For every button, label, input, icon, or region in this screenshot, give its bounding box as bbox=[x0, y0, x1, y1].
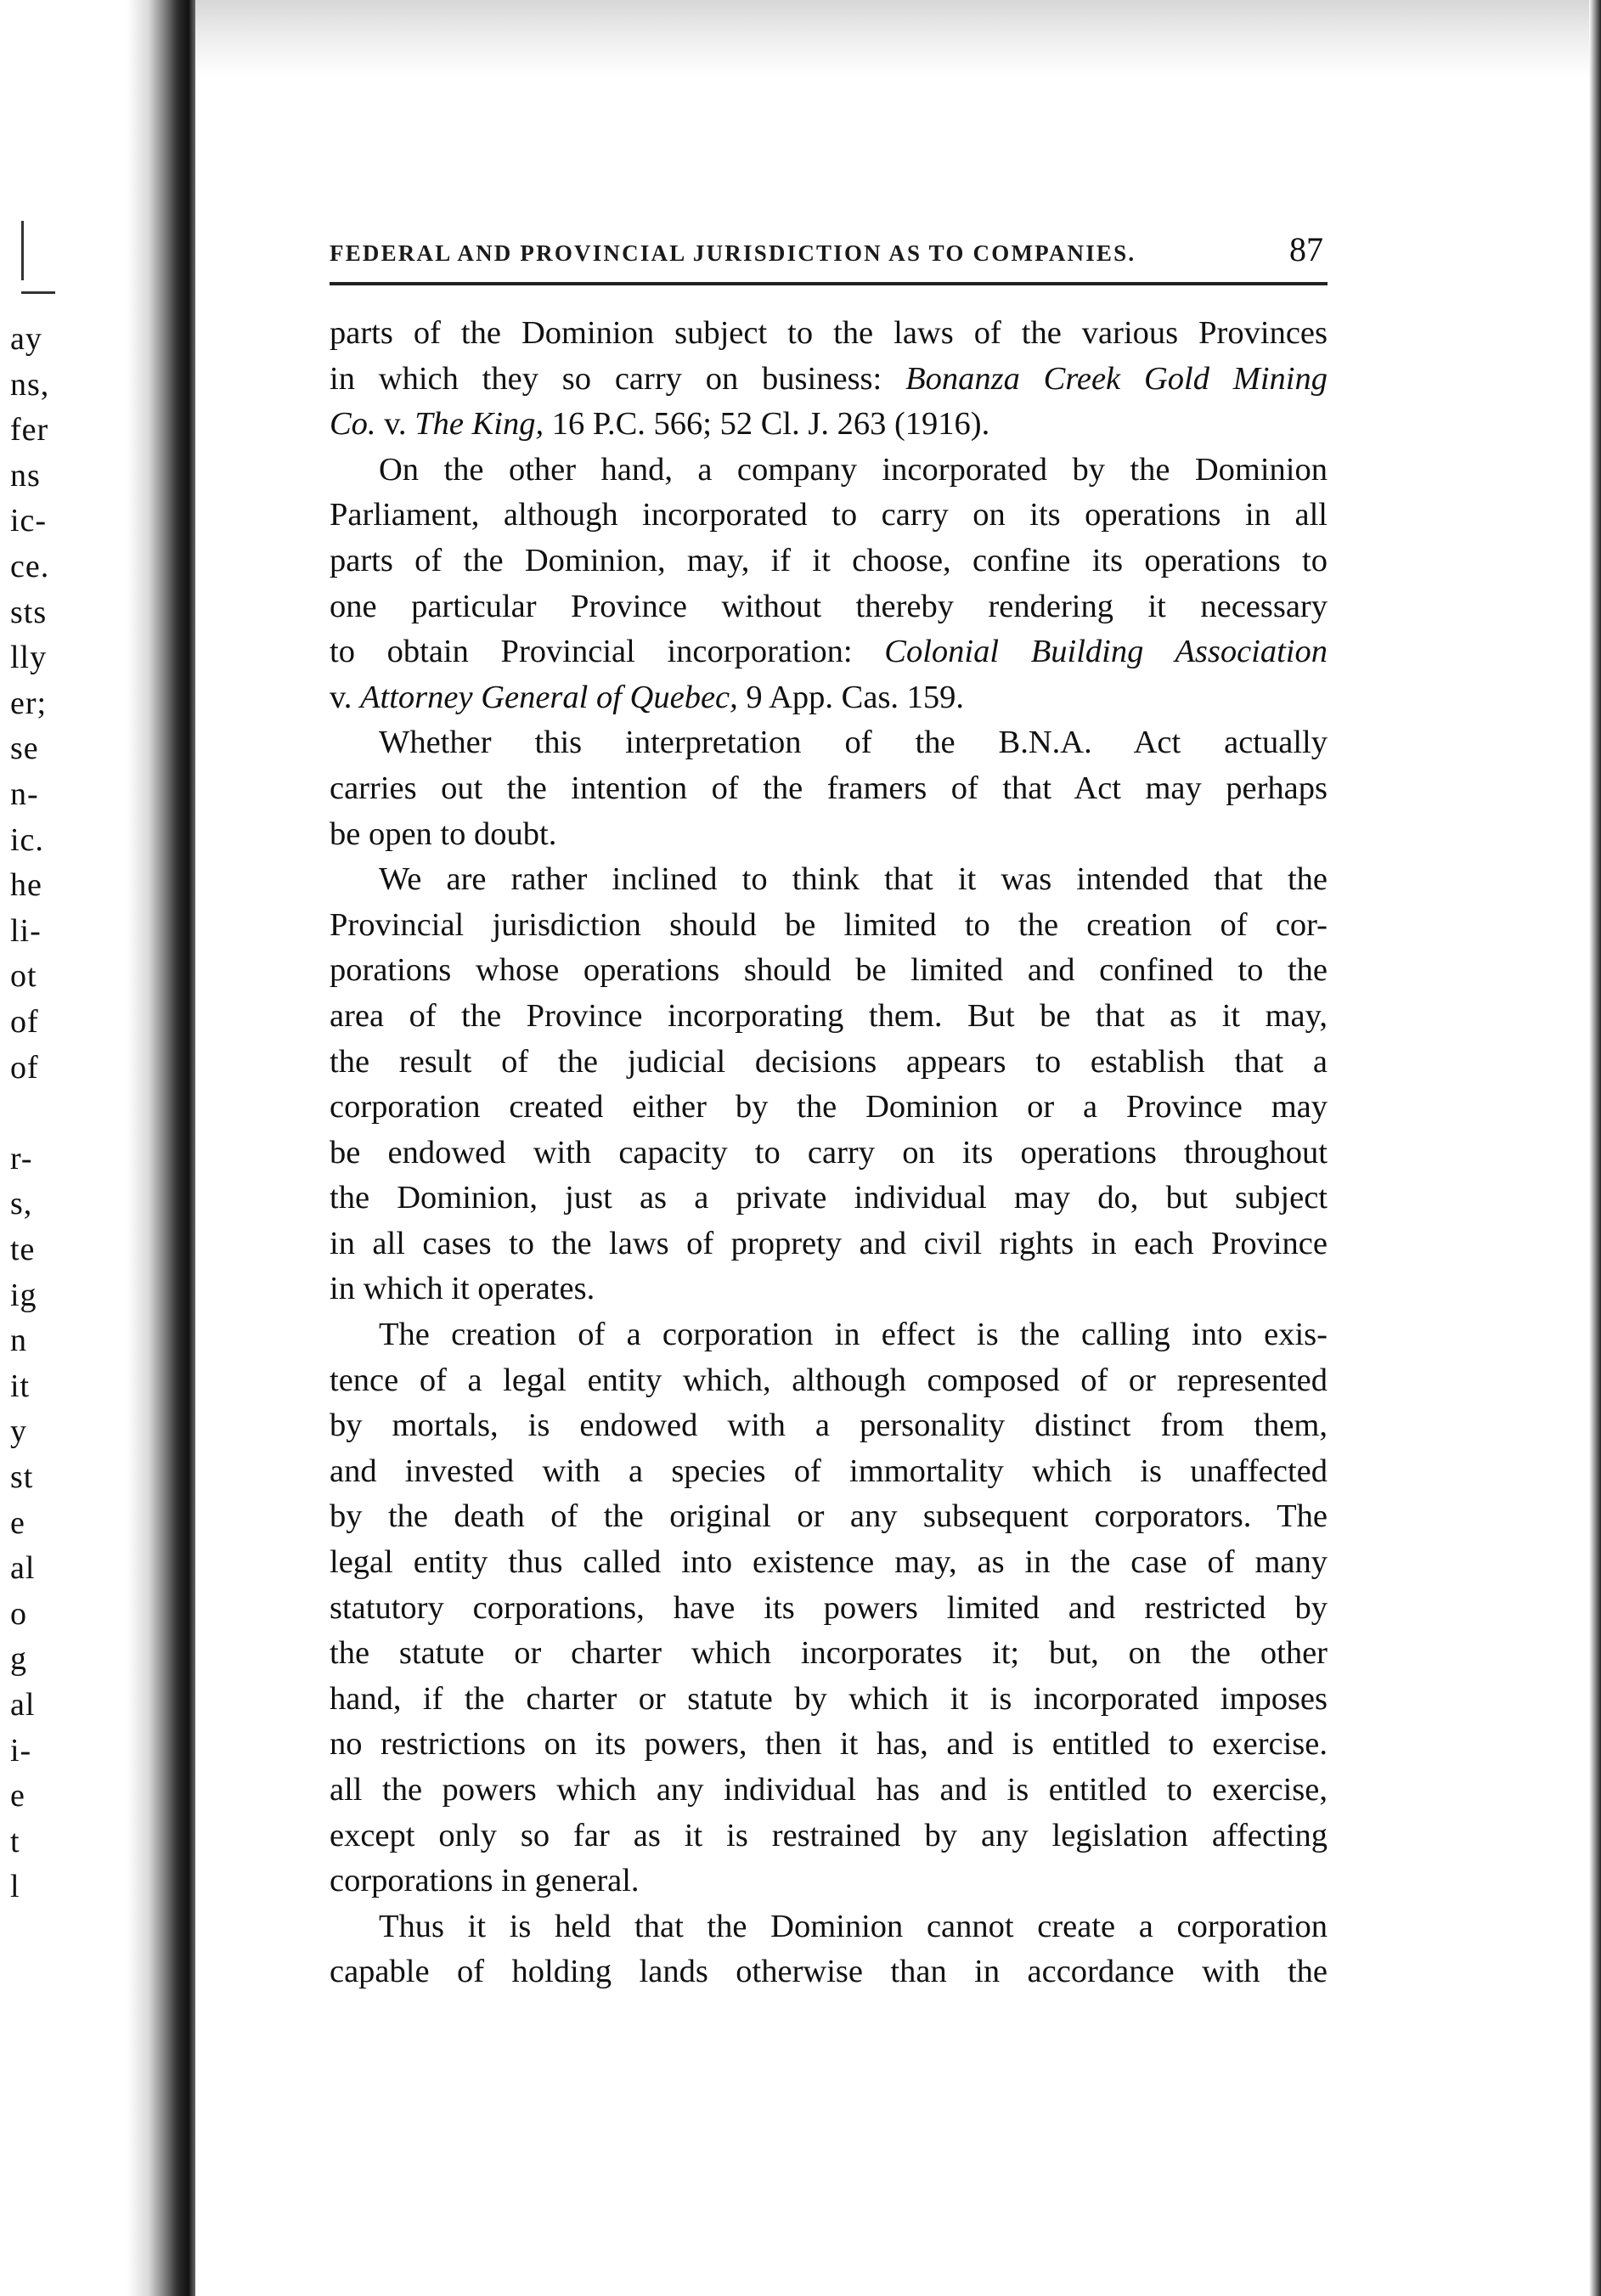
facing-page-rule bbox=[21, 291, 55, 294]
text-line bbox=[330, 448, 1328, 494]
text-line bbox=[330, 1494, 1328, 1540]
text-run: On the other hand, a company incorporated by the Dominion bbox=[379, 451, 1328, 488]
bleed-fragment: i- bbox=[10, 1732, 32, 1769]
text-run: by the death of the original or any subsequent corporators. The bbox=[330, 1498, 1328, 1535]
text-run: v. bbox=[330, 679, 360, 715]
text-line bbox=[330, 1312, 1328, 1358]
paragraph bbox=[330, 1312, 1328, 1904]
text-line bbox=[330, 1540, 1328, 1586]
text-run: Parliament, although incorporated to carry on its operations in all bbox=[330, 497, 1328, 533]
scan-shadow-top bbox=[195, 0, 1601, 76]
bleed-fragment: ic. bbox=[10, 821, 44, 858]
paragraph bbox=[330, 311, 1328, 448]
text-line bbox=[330, 1722, 1328, 1768]
text-run: be endowed with capacity to carry on its operations throughout bbox=[330, 1134, 1328, 1171]
text-line bbox=[330, 1085, 1328, 1131]
text-run: be open to doubt. bbox=[330, 815, 557, 852]
text-line bbox=[330, 1449, 1328, 1495]
bleed-fragment: te bbox=[10, 1232, 36, 1267]
header-rule bbox=[330, 282, 1328, 285]
text-line bbox=[330, 675, 1328, 721]
paragraph bbox=[330, 857, 1328, 1312]
text-run: to obtain Provincial incorporation: bbox=[330, 634, 885, 670]
text-line bbox=[330, 1949, 1328, 1995]
text-run: except only so far as it is restrained by any legislation affecting bbox=[330, 1817, 1328, 1853]
text-line bbox=[330, 812, 1328, 858]
paragraph bbox=[330, 448, 1328, 721]
text-run: hand, if the charter or statute by which it is incorporated imposes bbox=[330, 1680, 1328, 1717]
bleed-fragment: o bbox=[10, 1595, 27, 1632]
text-run: the result of the judicial decisions appears to establish that a bbox=[330, 1043, 1328, 1080]
text-run: legal entity thus called into existence may, as in the case of many bbox=[330, 1544, 1328, 1581]
running-head: FEDERAL AND PROVINCIAL JURISDICTION AS TO COMPANIES. bbox=[330, 240, 1136, 266]
text-run: in which it operates. bbox=[330, 1271, 595, 1307]
bleed-fragment: s, bbox=[10, 1186, 33, 1222]
text-run: the statute or charter which incorporates it; but, on the other bbox=[330, 1635, 1328, 1672]
bleed-fragment: al bbox=[10, 1687, 36, 1723]
bleed-fragment: li- bbox=[10, 912, 42, 949]
text-line bbox=[330, 857, 1328, 903]
text-line bbox=[330, 1859, 1328, 1904]
text-line bbox=[330, 629, 1328, 675]
text-line bbox=[330, 1403, 1328, 1449]
bleed-fragment: ay bbox=[10, 321, 42, 357]
italic-citation: Bonanza Creek Gold Mining bbox=[905, 360, 1328, 397]
italic-citation: Co. bbox=[330, 406, 376, 443]
bleed-fragment: e bbox=[10, 1778, 25, 1814]
text-line bbox=[330, 903, 1328, 949]
page-header bbox=[330, 229, 1332, 279]
text-run: corporations in general. bbox=[330, 1863, 640, 1899]
text-line bbox=[330, 1631, 1328, 1677]
text-line bbox=[330, 1221, 1328, 1267]
text-line bbox=[330, 311, 1328, 357]
bleed-fragment: n- bbox=[10, 776, 39, 812]
text-line bbox=[330, 1768, 1328, 1814]
italic-citation: The King, bbox=[414, 406, 544, 443]
facing-page-rule-vertical bbox=[21, 221, 24, 280]
text-line bbox=[330, 357, 1328, 403]
bleed-fragment: l bbox=[10, 1869, 20, 1905]
text-line bbox=[330, 1586, 1328, 1632]
bleed-fragment: ic- bbox=[10, 503, 48, 539]
bleed-fragment: ot bbox=[10, 958, 37, 995]
text-line bbox=[330, 1358, 1328, 1404]
bleed-fragment: er; bbox=[10, 685, 48, 721]
text-run: Provincial jurisdiction should be limited to the creation of cor- bbox=[330, 906, 1328, 943]
bleed-fragment: e bbox=[10, 1504, 25, 1541]
text-run: by mortals, is endowed with a personality distinct from them, bbox=[330, 1407, 1328, 1444]
text-line bbox=[330, 1131, 1328, 1176]
text-run: and invested with a species of immortality which is unaffected bbox=[330, 1453, 1328, 1489]
text-run: Thus it is held that the Dominion cannot create a corporation bbox=[379, 1908, 1328, 1944]
paragraph bbox=[330, 720, 1328, 857]
text-run: area of the Province incorporating them. But be that as it may, bbox=[330, 997, 1328, 1034]
bleed-fragment: lly bbox=[10, 640, 48, 676]
text-run: one particular Province without thereby rendering it necessary bbox=[330, 588, 1328, 624]
bleed-fragment: st bbox=[10, 1459, 34, 1495]
italic-citation: Attorney General of Quebec, bbox=[360, 679, 738, 715]
bleed-fragment: of bbox=[10, 1049, 39, 1086]
text-run: We are rather inclined to think that it was intended that the bbox=[379, 861, 1328, 898]
paragraph bbox=[330, 1904, 1328, 1995]
text-run: v. bbox=[375, 406, 415, 443]
scan-shadow-right bbox=[1589, 0, 1601, 2296]
bleed-fragment: he bbox=[10, 867, 42, 904]
text-run: Whether this interpretation of the B.N.A. Act actually bbox=[379, 725, 1328, 761]
bleed-fragment: r- bbox=[10, 1140, 33, 1176]
text-run: no restrictions on its powers, then it has, and is entitled to exercise. bbox=[330, 1726, 1328, 1763]
bleed-fragment: sts bbox=[10, 594, 48, 630]
text-line bbox=[330, 493, 1328, 539]
text-run: porations whose operations should be limited and confined to the bbox=[330, 952, 1328, 989]
text-line bbox=[330, 1904, 1328, 1950]
text-run: in all cases to the laws of proprety and civil rights in each Province bbox=[330, 1225, 1328, 1261]
body-text bbox=[330, 311, 1328, 1995]
facing-page-bleed bbox=[0, 323, 127, 1937]
text-line bbox=[330, 766, 1328, 812]
text-line bbox=[330, 402, 1328, 448]
text-line bbox=[330, 1814, 1328, 1859]
page-number: 87 bbox=[1289, 230, 1323, 268]
bleed-fragment: ce. bbox=[10, 549, 50, 584]
bleed-fragment: ns, bbox=[10, 366, 50, 403]
text-line bbox=[330, 539, 1328, 584]
book-page bbox=[330, 229, 1332, 1995]
text-line bbox=[330, 584, 1328, 630]
bleed-fragment: se bbox=[10, 731, 39, 767]
bleed-fragment: ns bbox=[10, 457, 41, 494]
bleed-fragment: t bbox=[10, 1823, 20, 1859]
text-line bbox=[330, 1677, 1328, 1723]
bleed-fragment: ig bbox=[10, 1277, 37, 1313]
bleed-fragment: g bbox=[10, 1641, 27, 1678]
text-run: all the powers which any individual has and is entitled to exercise, bbox=[330, 1772, 1328, 1808]
text-run: the Dominion, just as a private individual may do, but subject bbox=[330, 1180, 1328, 1216]
bleed-fragment: al bbox=[10, 1550, 36, 1587]
bleed-fragment: n bbox=[10, 1323, 27, 1359]
text-run: in which they so carry on business: bbox=[330, 360, 906, 397]
text-run: capable of holding lands otherwise than in accordance with the bbox=[330, 1954, 1328, 1990]
text-line bbox=[330, 1266, 1328, 1312]
bleed-fragment: y bbox=[10, 1413, 27, 1450]
italic-citation: Colonial Building Association bbox=[884, 634, 1328, 670]
text-run: tence of a legal entity which, although composed of or represented bbox=[330, 1362, 1328, 1398]
text-run: The creation of a corporation in effect is the calling into exis- bbox=[379, 1317, 1328, 1353]
text-run: parts of the Dominion, may, if it choose, confine its operations to bbox=[330, 542, 1328, 578]
text-run: parts of the Dominion subject to the laws of the various Provinces bbox=[330, 315, 1328, 351]
text-run: statutory corporations, have its powers limited and restricted by bbox=[330, 1589, 1328, 1626]
text-line bbox=[330, 720, 1328, 766]
text-line bbox=[330, 948, 1328, 994]
bleed-fragment: it bbox=[10, 1368, 31, 1404]
text-run: 9 App. Cas. 159. bbox=[737, 679, 965, 715]
text-line bbox=[330, 994, 1328, 1040]
text-run: corporation created either by the Dominion or a Province may bbox=[330, 1089, 1328, 1125]
text-line bbox=[330, 1040, 1328, 1086]
text-run: carries out the intention of the framers of that Act may perhaps bbox=[330, 770, 1328, 806]
text-line bbox=[330, 1176, 1328, 1221]
bleed-fragment: of bbox=[10, 1004, 39, 1040]
bleed-fragment: fer bbox=[10, 412, 49, 448]
text-run: 16 P.C. 566; 52 Cl. J. 263 (1916). bbox=[544, 406, 990, 443]
